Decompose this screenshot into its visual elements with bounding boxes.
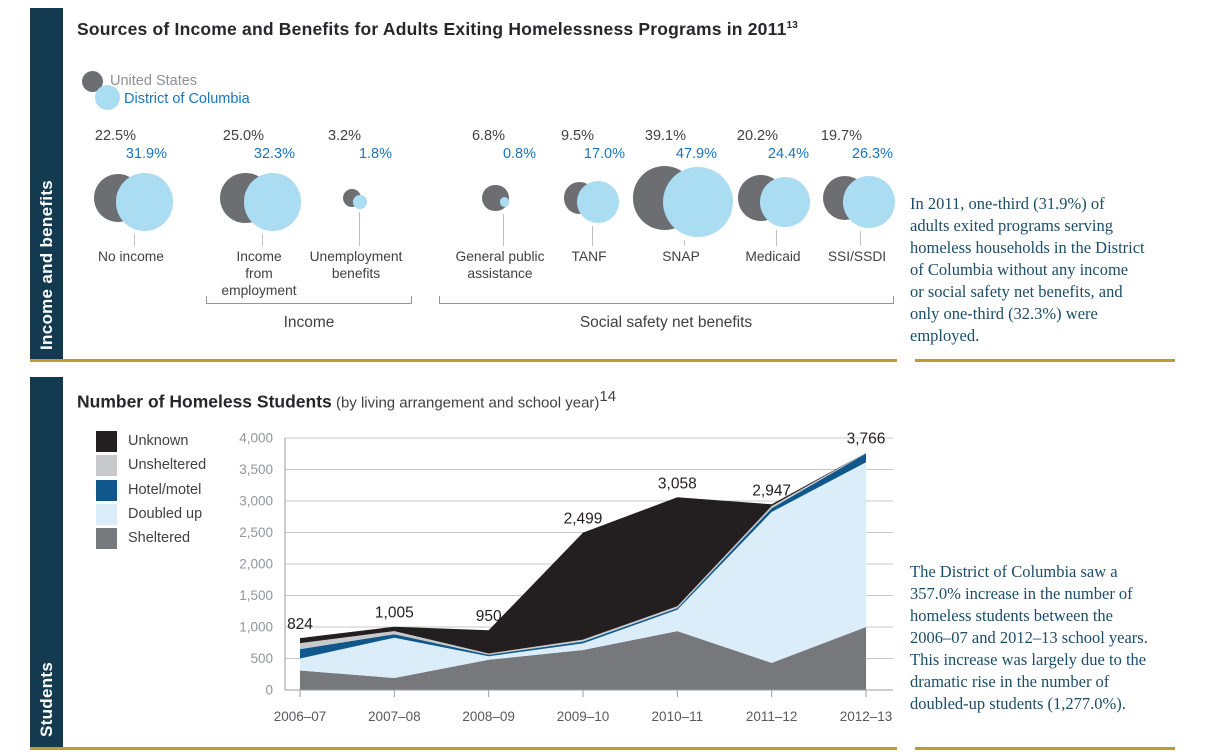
- section2-title: [77, 388, 616, 412]
- legend-dc-label: District of Columbia: [124, 91, 250, 107]
- legend-us-label: United States: [110, 73, 198, 89]
- section-bar-label-students: Students: [37, 661, 56, 737]
- total-data-label: 2,499: [563, 510, 603, 528]
- bubble-category-label: General public assistance: [455, 249, 545, 281]
- us-percent-label: 20.2%: [736, 128, 778, 144]
- legend-swatch-icon: [96, 455, 117, 476]
- x-axis-tick-label: 2008–09: [462, 709, 515, 724]
- us-percent-label: 39.1%: [644, 128, 686, 144]
- legend-swatch-icon: [96, 431, 117, 452]
- bubble-category-label: Income from employment: [221, 249, 297, 298]
- us-percent-label: 22.5%: [94, 128, 136, 144]
- section-bar-students: [30, 377, 63, 747]
- dc-percent-label: 1.8%: [358, 146, 392, 162]
- bubble-category-label: No income: [98, 249, 164, 264]
- legend-series-label: Hotel/motel: [128, 481, 202, 498]
- legend-series-label: Doubled up: [128, 505, 203, 522]
- x-axis-tick-label: 2007–08: [368, 709, 421, 724]
- social-safety-net-bracket: [439, 296, 894, 304]
- us-percent-label: 25.0%: [222, 128, 264, 144]
- y-axis-tick-label: 2,000: [239, 556, 273, 572]
- dc-bubble: [500, 197, 509, 206]
- income-bracket-label: Income: [283, 314, 335, 331]
- legend-series-label: Unknown: [128, 433, 189, 449]
- bubble-category-label: SNAP: [662, 249, 700, 264]
- x-axis-tick-label: 2010–11: [651, 709, 704, 724]
- dc-bubble: [577, 181, 619, 223]
- total-data-label: 824: [287, 616, 313, 634]
- x-axis-tick-label: 2011–12: [745, 709, 798, 724]
- section-bar-label-income-benefits: Income and benefits: [37, 179, 56, 350]
- y-axis-tick-label: 4,000: [239, 430, 273, 446]
- bubble-connector-line: [134, 234, 135, 246]
- dc-percent-label: 26.3%: [851, 146, 893, 162]
- homeless-students-area-chart: [195, 425, 905, 737]
- section1-title: [77, 19, 798, 40]
- y-axis-tick-label: 3,000: [239, 493, 273, 509]
- bubble-connector-line: [262, 234, 263, 246]
- bubble-connector-line: [684, 240, 685, 246]
- section2-title-footnote: 14: [599, 388, 617, 405]
- dc-bubble: [244, 173, 301, 230]
- y-axis-tick-label: 1,000: [239, 619, 273, 635]
- legend-swatch-icon: [96, 504, 117, 525]
- bubble-connector-line: [592, 226, 593, 246]
- legend-swatch-icon: [96, 528, 117, 549]
- section1-title-footnote: 13: [786, 20, 799, 32]
- y-axis-tick-label: 3,500: [239, 462, 273, 477]
- total-data-label: 3,058: [657, 475, 697, 493]
- bubble-connector-line: [776, 230, 777, 246]
- bubble-connector-line: [359, 212, 360, 246]
- dc-bubble: [116, 173, 173, 230]
- section2-divider-rule: [30, 747, 897, 750]
- section1-note: In 2011, one-third (31.9%) of adults exited programs serving homeless households in the District of Columbia without any income or social safety net benefits, and only one-third (32.3%) were employed.: [910, 194, 1145, 345]
- us-percent-label: 3.2%: [327, 128, 361, 144]
- y-axis-tick-label: 500: [250, 651, 273, 666]
- bubble-category-label: Medicaid: [745, 249, 801, 264]
- y-axis-tick-label: 2,500: [239, 525, 273, 540]
- total-data-label: 2,947: [752, 482, 792, 500]
- dc-percent-label: 0.8%: [502, 146, 536, 162]
- dc-percent-label: 31.9%: [125, 146, 167, 162]
- bubble-connector-line: [503, 214, 504, 246]
- section2-note: The District of Columbia saw a 357.0% increase in the number of homeless students between the 2006–07 and 2012–13 school years. This increase was largely due to the dramatic rise in the number of doubled-up students (1,277.0%).: [910, 562, 1148, 713]
- dc-percent-label: 24.4%: [767, 146, 809, 162]
- bubble-connector-line: [860, 231, 861, 246]
- x-axis-tick-label: 2012–13: [839, 709, 893, 724]
- dc-bubble: [843, 176, 895, 228]
- dc-percent-label: 47.9%: [675, 146, 717, 162]
- note2-divider-rule: [915, 747, 1175, 750]
- section2-title-bold: Number of Homeless Students: [77, 391, 332, 412]
- y-axis-tick-label: 0: [265, 682, 273, 698]
- note1-divider-rule: [915, 359, 1175, 362]
- dc-bubble: [663, 167, 733, 237]
- x-axis-tick-label: 2006–07: [273, 709, 327, 724]
- us-percent-label: 6.8%: [471, 128, 505, 144]
- section2-title-subtitle: (by living arrangement and school year): [331, 394, 600, 412]
- us-percent-label: 9.5%: [560, 128, 594, 144]
- dc-percent-label: 17.0%: [583, 146, 625, 162]
- bubble-category-label: SSI/SSDI: [827, 249, 887, 264]
- bubble-category-label: TANF: [571, 249, 607, 264]
- total-data-label: 3,766: [846, 430, 886, 448]
- total-data-label: 1,005: [374, 604, 414, 622]
- dc-percent-label: 32.3%: [253, 146, 295, 162]
- section1-divider-rule: [30, 359, 897, 362]
- income-bracket: [206, 296, 412, 304]
- social-safety-net-bracket-label: Social safety net benefits: [579, 314, 753, 331]
- legend-series-label: Unsheltered: [128, 457, 207, 474]
- total-data-label: 950: [475, 608, 502, 626]
- section1-title-text: Sources of Income and Benefits for Adults Exiting Homelessness Programs in 2011: [77, 19, 787, 39]
- y-axis-tick-label: 1,500: [239, 588, 273, 603]
- legend-swatch-icon: [96, 480, 117, 501]
- section-bar-income-benefits: [30, 8, 63, 360]
- x-axis-tick-label: 2009–10: [556, 709, 610, 724]
- legend-series-label: Sheltered: [128, 530, 191, 547]
- dc-bubble: [760, 177, 810, 227]
- dc-bubble: [353, 195, 367, 209]
- bubble-category-label: Unemployment benefits: [309, 249, 403, 281]
- us-percent-label: 19.7%: [820, 128, 862, 144]
